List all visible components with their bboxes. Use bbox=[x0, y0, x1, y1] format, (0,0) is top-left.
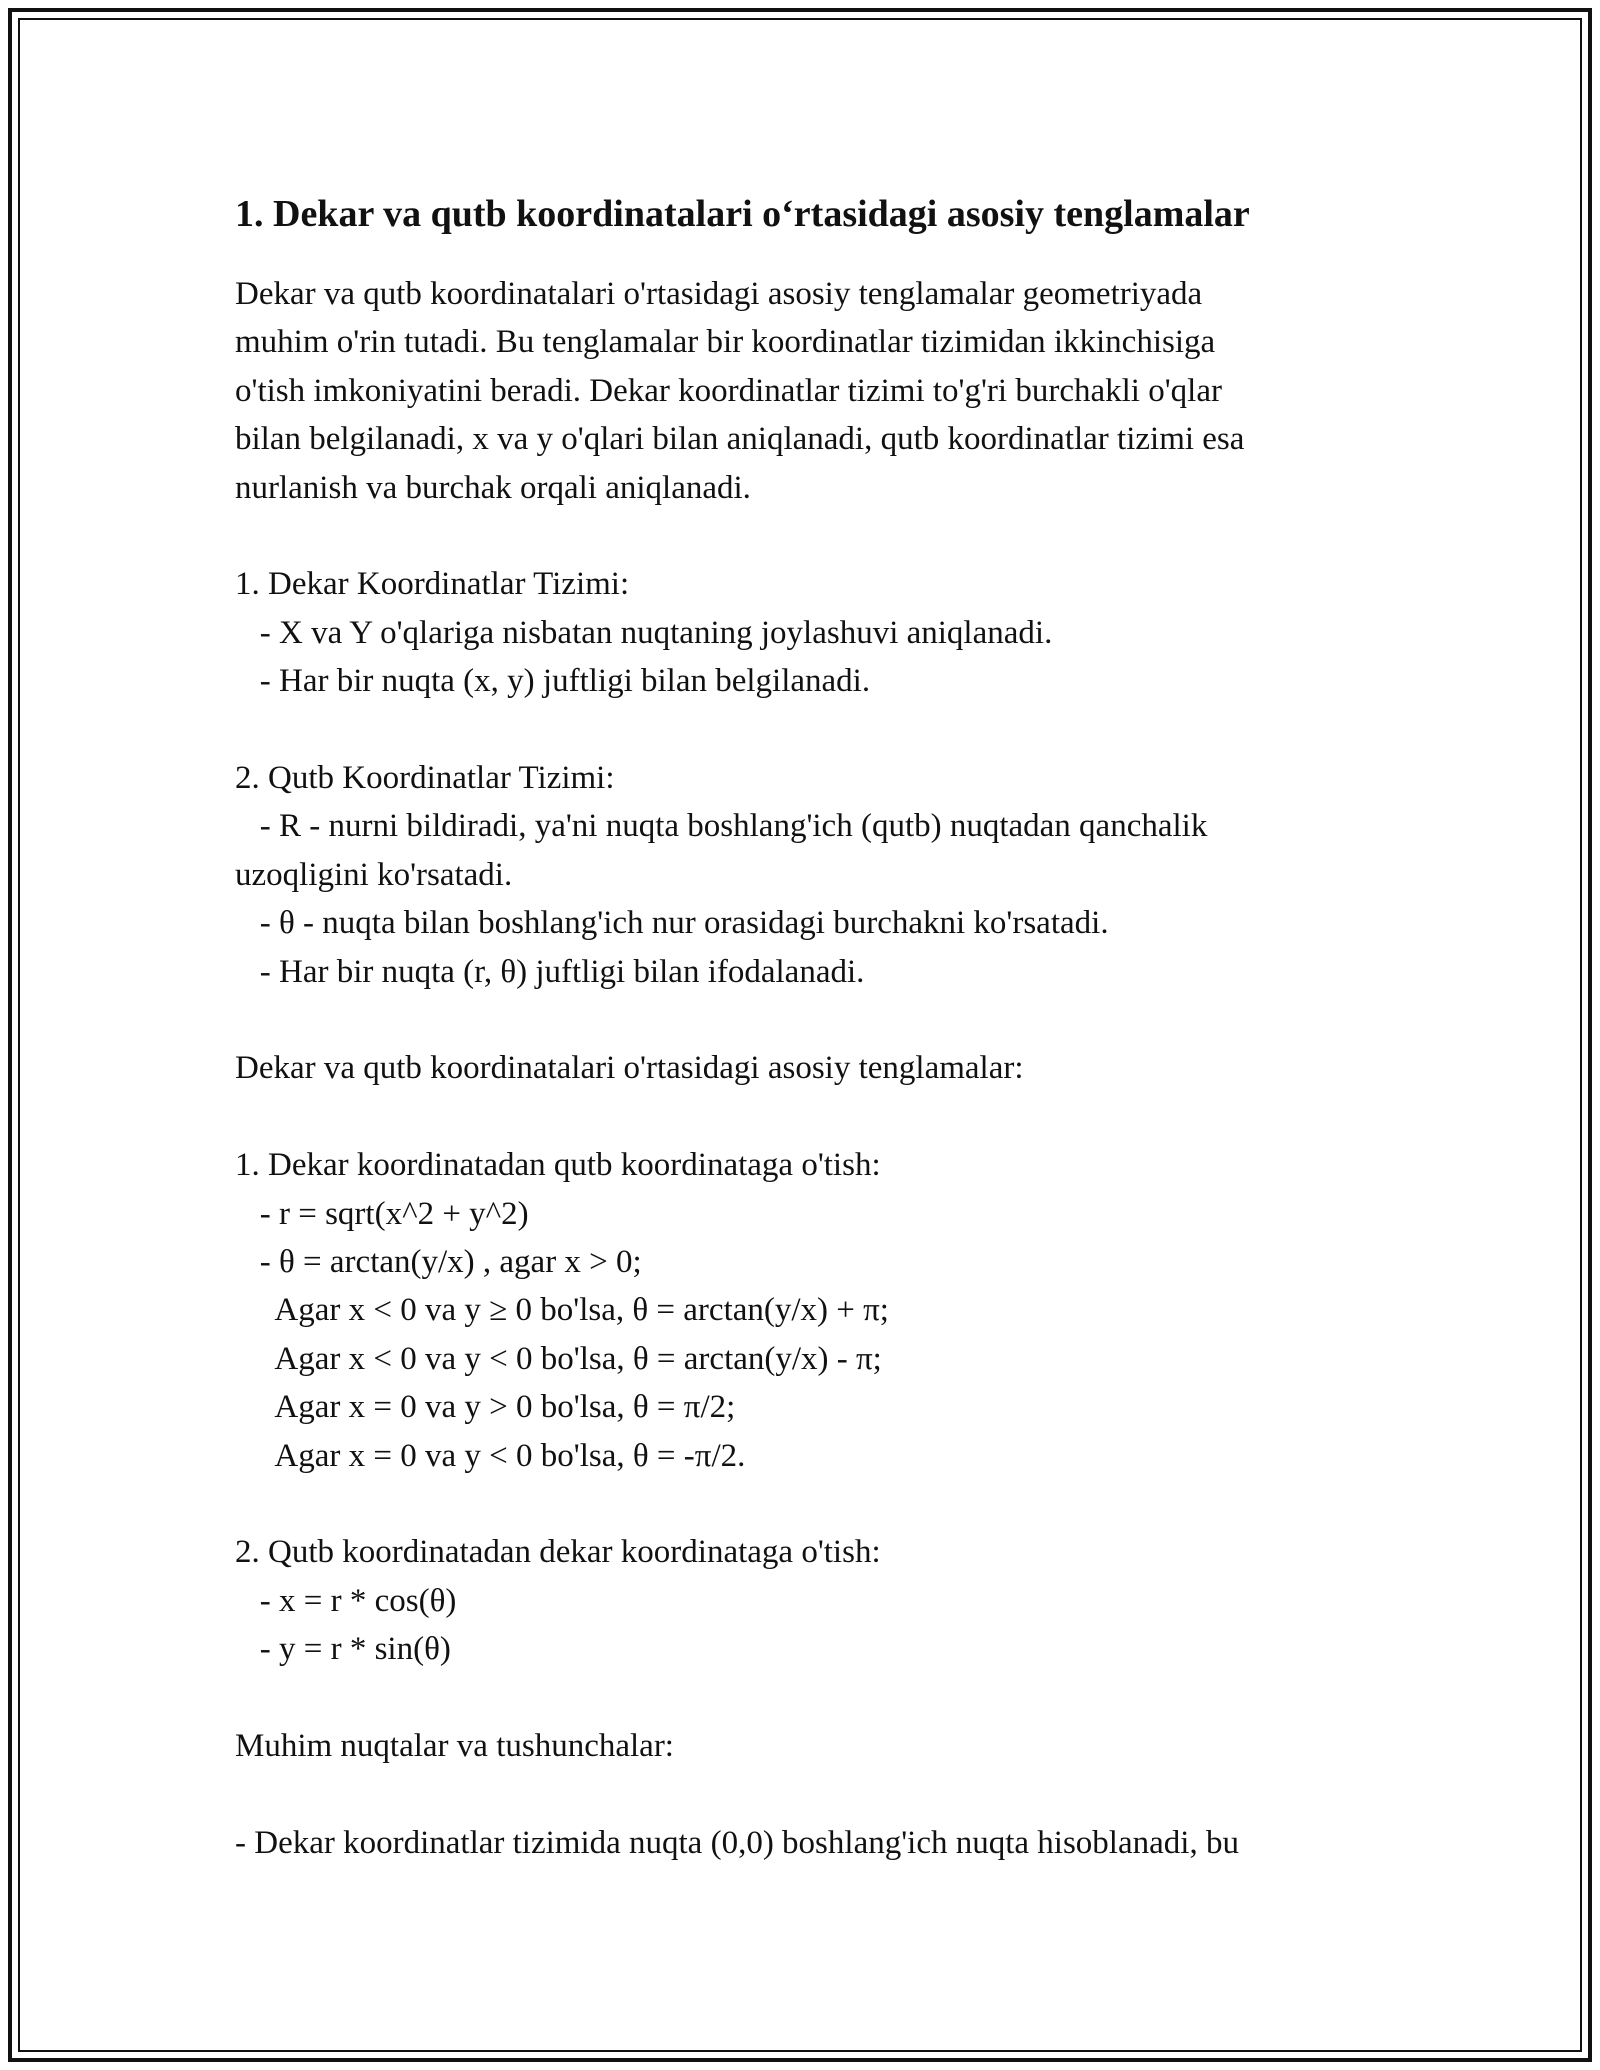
text-line: - R - nurni bildiradi, ya'ni nuqta boshlang'ich (qutb) nuqtadan qanchalik bbox=[235, 808, 1208, 845]
text-line: - x = r * cos(θ) bbox=[235, 1582, 457, 1619]
blank-line bbox=[235, 1093, 1375, 1141]
text-line: Dekar va qutb koordinatalari o'rtasidagi asosiy tenglamalar: bbox=[235, 1050, 1024, 1087]
text-line: o'tish imkoniyatini beradi. Dekar koordinatlar tizimi to'g'ri burchakli o'qlar bbox=[235, 372, 1222, 409]
blank-line bbox=[235, 1480, 1375, 1528]
text-line: Agar x < 0 va y ≥ 0 bo'lsa, θ = arctan(y/x) + π; bbox=[235, 1292, 889, 1329]
text-line: - X va Y o'qlariga nisbatan nuqtaning joylashuvi aniqlanadi. bbox=[235, 614, 1053, 651]
blank-line bbox=[235, 706, 1375, 754]
section-heading: 1. Dekar va qutb koordinatalari o‘rtasidagi asosiy tenglamalar bbox=[235, 193, 1250, 235]
body-text bbox=[235, 270, 1375, 1867]
document-content bbox=[235, 186, 1375, 1867]
text-line: uzoqligini ko'rsatadi. bbox=[235, 856, 513, 893]
text-line: 1. Dekar koordinatadan qutb koordinataga o'tish: bbox=[235, 1147, 881, 1184]
text-line: Agar x < 0 va y < 0 bo'lsa, θ = arctan(y/x) - π; bbox=[235, 1340, 882, 1377]
text-line: Muhim nuqtalar va tushunchalar: bbox=[235, 1728, 674, 1765]
text-line: Dekar va qutb koordinatalari o'rtasidagi asosiy tenglamalar geometriyada bbox=[235, 276, 1203, 312]
text-line: - y = r * sin(θ) bbox=[235, 1631, 451, 1668]
text-line: bilan belgilanadi, x va y o'qlari bilan aniqlanadi, qutb koordinatlar tizimi esa bbox=[235, 421, 1245, 458]
blank-line bbox=[235, 1674, 1375, 1722]
text-line: Agar x = 0 va y < 0 bo'lsa, θ = -π/2. bbox=[235, 1437, 746, 1474]
text-line: - r = sqrt(x^2 + y^2) bbox=[235, 1195, 529, 1232]
blank-line bbox=[235, 512, 1375, 560]
blank-line bbox=[235, 996, 1375, 1044]
text-line: - Har bir nuqta (r, θ) juftligi bilan ifodalanadi. bbox=[235, 953, 865, 990]
text-line: - θ = arctan(y/x) , agar x > 0; bbox=[235, 1244, 642, 1281]
text-line: 1. Dekar Koordinatlar Tizimi: bbox=[235, 566, 630, 603]
text-line: - Dekar koordinatlar tizimida nuqta (0,0) boshlang'ich nuqta hisoblanadi, bu bbox=[235, 1824, 1239, 1861]
text-line: Agar x = 0 va y > 0 bo'lsa, θ = π/2; bbox=[235, 1389, 736, 1426]
text-line: muhim o'rin tutadi. Bu tenglamalar bir koordinatlar tizimidan ikkinchisiga bbox=[235, 324, 1216, 361]
text-line: nurlanish va burchak orqali aniqlanadi. bbox=[235, 469, 751, 506]
text-line: - Har bir nuqta (x, y) juftligi bilan belgilanadi. bbox=[235, 663, 871, 700]
blank-line bbox=[235, 1771, 1375, 1819]
text-line: 2. Qutb Koordinatlar Tizimi: bbox=[235, 760, 615, 797]
text-line: 2. Qutb koordinatadan dekar koordinataga o'tish: bbox=[235, 1534, 881, 1571]
text-line: - θ - nuqta bilan boshlang'ich nur orasidagi burchakni ko'rsatadi. bbox=[235, 905, 1109, 942]
